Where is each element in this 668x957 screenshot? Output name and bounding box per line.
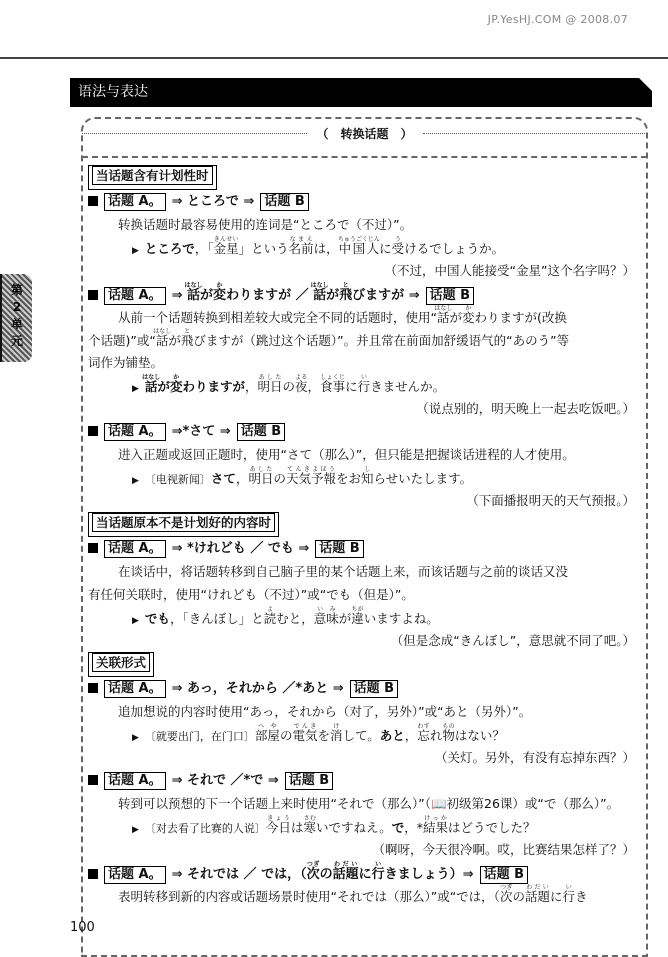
- ruby-word: [332, 861, 359, 882]
- ruby-base: 話題: [332, 867, 359, 882]
- text-segment: に: [379, 241, 392, 256]
- topic-b-box: 话题 B: [285, 772, 333, 790]
- explanation-text: [88, 583, 643, 606]
- topic-b-box: 话题 B: [350, 680, 398, 698]
- topic-b-box: 话题 B: [426, 287, 474, 305]
- ruby-base: 次: [306, 867, 320, 882]
- bullet-square-icon: [88, 775, 98, 785]
- ruby-base: 意味: [313, 611, 339, 626]
- explanation-text: [88, 351, 643, 374]
- text-segment: 进入正题或返回正题时，使用“さて（那么）”，但只能是把握谈话进程的人才使用。: [118, 447, 575, 462]
- text-segment: わりますが: [182, 379, 245, 394]
- ruby-base: 話: [434, 310, 453, 325]
- text-segment: ，: [404, 728, 418, 743]
- bullet-square-icon: [88, 196, 98, 206]
- topic-a-box: 话题 A。: [104, 680, 166, 698]
- unit-label: 第2单元: [10, 283, 23, 348]
- section-heading: [88, 512, 279, 537]
- ruby-word: [142, 374, 161, 394]
- topic-b-box: 话题 B: [237, 423, 285, 441]
- text-segment: して。: [342, 728, 380, 743]
- text-segment: いますよね。: [363, 611, 439, 626]
- topic-a-box: 话题 A。: [104, 540, 166, 558]
- text-segment: わりますが ／: [226, 288, 314, 303]
- ruby-word: [263, 606, 277, 626]
- text-segment: きましょう）⇒: [384, 867, 474, 882]
- ruby-base: 飛: [339, 288, 353, 303]
- furigana: よほう: [311, 466, 336, 473]
- example-sentence: [88, 236, 643, 259]
- text-segment: き: [575, 889, 588, 904]
- ruby-word: [180, 328, 194, 348]
- furigana: い: [371, 861, 385, 868]
- text-segment: 在谈话中，将话题转移到自己脑子里的某个话题上来，而该话题与之前的谈话又没: [118, 564, 569, 579]
- text-segment: ところで: [144, 241, 195, 256]
- furigana: しょくじ: [320, 374, 346, 381]
- text-segment: さて: [210, 471, 236, 486]
- explanation-text: [88, 700, 643, 723]
- furigana: でんき: [292, 723, 318, 730]
- furigana: い: [357, 374, 371, 381]
- text-segment: が: [200, 288, 214, 303]
- triangle-bullet-icon: ▶: [132, 616, 139, 626]
- text-segment: ⇒ あっ，それから ／*あと ⇒: [171, 681, 344, 696]
- ruby-word: [254, 723, 280, 743]
- bullet-square-icon: [88, 543, 98, 553]
- ruby-word: [303, 815, 316, 835]
- text-segment: ，: [235, 471, 249, 486]
- ruby-base: 行: [562, 889, 576, 904]
- ruby-word: [351, 606, 364, 626]
- text-segment: わりますが(改换: [474, 310, 567, 325]
- furigana: と: [180, 328, 194, 335]
- pattern-connector: [171, 282, 420, 303]
- example-sentence: [88, 466, 643, 489]
- pattern-line: [88, 861, 643, 884]
- furigana: ちが: [351, 606, 364, 613]
- topic-b-box: 话题 B: [480, 866, 528, 884]
- furigana: わだい: [524, 884, 550, 891]
- text-segment: 表明转移到新的内容或话题场景时使用“それでは（那么）”或“では，（: [118, 889, 500, 904]
- context-note: 〔电视新闻〕: [144, 473, 211, 486]
- text-segment: が: [449, 310, 463, 325]
- text-segment: 转换话题时最容易使用的连词是“ところで（不过）”。: [118, 217, 413, 232]
- explanation-text: [88, 884, 643, 907]
- furigana: へや: [254, 723, 280, 730]
- ruby-word: [417, 723, 430, 743]
- text-segment: ⇒ それでは ／ では，（: [171, 867, 307, 882]
- text-segment: に: [358, 867, 372, 882]
- furigana: なまえ: [288, 236, 314, 243]
- furigana: つぎ: [306, 861, 320, 868]
- example-sentence: [88, 374, 643, 397]
- ruby-base: 忘: [417, 728, 430, 743]
- ruby-base: 明日: [248, 471, 274, 486]
- translation-text: （啊呀，今天很冷啊。哎，比赛结果怎样了？）: [372, 842, 635, 857]
- ruby-base: 中国人: [337, 241, 380, 256]
- furigana: けっか: [423, 815, 449, 822]
- translation-text: （下面播报明天的天气预报。）: [466, 493, 635, 508]
- translation-text: （关灯。另外，有没有忘掉东西？）: [434, 750, 635, 765]
- furigana: きんせい: [213, 236, 239, 243]
- triangle-bullet-icon: ▶: [132, 733, 139, 743]
- text-segment: ，*: [404, 820, 424, 835]
- ruby-base: 名前: [288, 241, 314, 256]
- furigana: きょう: [265, 815, 291, 822]
- ruby-base: 受: [391, 241, 405, 256]
- section-label: 当话题原本不是计划好的内容时: [92, 513, 275, 532]
- explanation-text: [88, 328, 643, 351]
- text-segment: らせいたします。: [373, 471, 473, 486]
- ruby-word: [442, 723, 455, 743]
- pattern-line: [88, 420, 643, 443]
- ruby-word: [339, 282, 353, 303]
- furigana: ちゅうごくじん: [337, 236, 380, 243]
- section-label: 关联形式: [92, 653, 150, 672]
- furigana: わだい: [332, 861, 359, 868]
- text-segment: ，「きんぼし」と: [169, 611, 264, 626]
- triangle-bullet-icon: ▶: [132, 476, 139, 486]
- page-number: 100: [70, 920, 95, 935]
- furigana: わす: [417, 723, 430, 730]
- ruby-base: 話: [142, 379, 161, 394]
- ruby-base: 行: [357, 379, 371, 394]
- text-segment: の: [282, 379, 296, 394]
- text-segment: ，: [307, 379, 321, 394]
- furigana: よる: [295, 374, 308, 381]
- topic-b-box: 话题 B: [315, 540, 363, 558]
- ruby-base: 電気: [292, 728, 318, 743]
- text-segment: が: [168, 333, 181, 348]
- ruby-word: [310, 282, 329, 303]
- ruby-base: 寒: [303, 820, 316, 835]
- text-segment: ⇒: [171, 288, 188, 303]
- unit-side-tab: [0, 274, 32, 362]
- text-segment: 转到可以预想的下一个话题上来时使用“それで（那么）”（: [118, 796, 431, 811]
- ruby-base: 話: [184, 288, 203, 303]
- ruby-word: [292, 723, 318, 743]
- text-segment: あと: [379, 728, 405, 743]
- ruby-base: 結果: [423, 820, 449, 835]
- text-segment: の: [273, 471, 286, 486]
- translation: [88, 838, 643, 861]
- ruby-base: 知: [361, 471, 374, 486]
- bullet-square-icon: [88, 290, 98, 300]
- pattern-connector: [172, 773, 279, 788]
- furigana: もの: [442, 723, 455, 730]
- topic-a-box: 话题 A。: [104, 193, 166, 211]
- ruby-word: [169, 374, 183, 394]
- text-segment: けるでしょうか。: [404, 241, 505, 256]
- text-segment: の: [319, 867, 333, 882]
- bullet-square-icon: [88, 683, 98, 693]
- ruby-base: 部屋: [254, 728, 280, 743]
- text-segment: ⇒ *けれども ／ でも ⇒: [171, 541, 310, 556]
- ruby-word: [499, 884, 513, 904]
- ruby-word: [285, 466, 311, 486]
- ruby-base: 行: [371, 867, 385, 882]
- ruby-base: 食事: [320, 379, 346, 394]
- pattern-connector: [172, 424, 231, 439]
- triangle-bullet-icon: ▶: [132, 384, 139, 394]
- explanation-text: [88, 443, 643, 466]
- ruby-word: [337, 236, 380, 256]
- context-note: 〔对去看了比赛的人说〕: [144, 822, 266, 835]
- source-watermark: JP.YesHJ.COM @ 2008.07: [487, 13, 628, 26]
- header-rule: [0, 57, 668, 59]
- topic-a-box: 话题 A。: [104, 772, 166, 790]
- text-segment: ⇒ ところで ⇒: [171, 194, 255, 209]
- ruby-word: [524, 884, 550, 904]
- text-segment: でも: [144, 611, 170, 626]
- text-segment: 词作为铺垫。: [88, 355, 164, 370]
- ruby-base: 夜: [295, 379, 308, 394]
- pattern-connector: [171, 861, 474, 882]
- ruby-base: 話: [310, 288, 329, 303]
- ruby-word: [371, 861, 385, 882]
- content: [88, 165, 643, 907]
- translation-text: （说点别的，明天晚上一起去吃饭吧。）: [416, 401, 635, 416]
- furigana: はなし: [434, 305, 453, 312]
- ruby-word: [434, 305, 453, 325]
- ruby-base: 読: [263, 611, 277, 626]
- topic-a-box: 话题 A。: [104, 423, 166, 441]
- corner-fold-icon: [639, 78, 652, 91]
- pattern-line: [88, 537, 643, 560]
- section-heading: [88, 165, 217, 190]
- ruby-word: [357, 374, 371, 394]
- text-segment: はない？: [454, 728, 505, 743]
- text-segment: は: [290, 820, 304, 835]
- furigana: てんき: [285, 466, 311, 473]
- ruby-word: [562, 884, 576, 904]
- translation: [88, 489, 643, 512]
- text-segment: びますが（跳过这个话题）”。并且常在前面加舒缓语气的“あのう”等: [193, 333, 570, 348]
- text-segment: 从前一个话题转换到相差较大或完全不同的话题时，使用“: [118, 310, 437, 325]
- text-segment: の: [279, 728, 293, 743]
- ruby-word: [213, 236, 239, 256]
- text-segment: が: [338, 611, 352, 626]
- section-banner: [70, 78, 652, 107]
- ruby-word: [257, 374, 283, 394]
- triangle-bullet-icon: ▶: [132, 246, 139, 256]
- box-title: （ 转换话题 ）: [316, 126, 413, 141]
- text-segment: が: [326, 288, 340, 303]
- furigana: う: [391, 236, 405, 243]
- topic-a-box: 话题 A。: [104, 866, 166, 884]
- example-sentence: [88, 606, 643, 629]
- ruby-base: 違: [351, 611, 364, 626]
- pattern-line: [88, 677, 643, 700]
- furigana: つぎ: [499, 884, 513, 891]
- pattern-line: [88, 282, 643, 305]
- furigana: はなし: [153, 328, 172, 335]
- ruby-base: 変: [169, 379, 183, 394]
- explanation-text: [88, 792, 643, 815]
- translation: [88, 629, 643, 652]
- ruby-base: 天気: [285, 471, 311, 486]
- ruby-base: 金星: [213, 241, 239, 256]
- ruby-base: 飛: [180, 333, 194, 348]
- text-segment: 有任何关联时，使用“けれども（不过）”或“でも（但是）”。: [88, 587, 414, 602]
- text-segment: の: [512, 889, 525, 904]
- ruby-word: [311, 466, 337, 486]
- ruby-base: 話: [153, 333, 172, 348]
- pattern-connector: [172, 194, 255, 209]
- ruby-base: 今日: [265, 820, 291, 835]
- translation-text: （不过，中国人能接受“金星”这个名字吗？）: [384, 263, 635, 278]
- text-segment: 追加想说的内容时使用“あっ，それから（对了，另外）”或“あと（另外）”。: [118, 704, 532, 719]
- text-segment: いですねえ。: [315, 820, 392, 835]
- bullet-square-icon: [88, 869, 98, 879]
- furigana: か: [169, 374, 183, 381]
- text-segment: に: [549, 889, 563, 904]
- pattern-connector: [172, 541, 310, 556]
- text-segment: 个话题)”或“: [88, 333, 156, 348]
- pattern-line: [88, 190, 643, 213]
- pattern-connector: [172, 681, 344, 696]
- ruby-word: [288, 236, 314, 256]
- furigana: さむ: [303, 815, 316, 822]
- text-segment: ⇒*さて ⇒: [171, 424, 231, 439]
- explanation-text: [88, 560, 643, 583]
- section-banner-title: 语法与表达: [78, 84, 148, 100]
- ruby-word: [391, 236, 405, 256]
- ruby-word: [265, 815, 291, 835]
- text-segment: むと，: [276, 611, 314, 626]
- ruby-word: [423, 815, 449, 835]
- furigana: け: [329, 723, 343, 730]
- furigana: い: [562, 884, 576, 891]
- furigana: と: [339, 282, 353, 289]
- explanation-text: [88, 305, 643, 328]
- box-title-divider: [82, 156, 647, 158]
- text-segment: 」という: [238, 241, 289, 256]
- example-sentence: [88, 723, 643, 746]
- ruby-base: 変: [462, 310, 475, 325]
- ruby-word: [306, 861, 320, 882]
- ruby-word: [248, 466, 274, 486]
- text-segment: を: [317, 728, 330, 743]
- translation: [88, 259, 643, 282]
- furigana: あした: [257, 374, 283, 381]
- ruby-base: 明日: [257, 379, 283, 394]
- section-label: 当话题含有计划性时: [92, 166, 213, 185]
- text-segment: きませんか。: [370, 379, 446, 394]
- text-segment: 初级第26课）或“で（那么）”。: [446, 796, 620, 811]
- ruby-base: 話題: [524, 889, 550, 904]
- ruby-base: 消: [329, 728, 343, 743]
- explanation-text: [88, 213, 643, 236]
- furigana: はなし: [310, 282, 329, 289]
- ruby-word: [153, 328, 172, 348]
- translation-text: （但是念成“きんぼし”，意思就不同了吧。）: [390, 633, 635, 648]
- text-segment: が: [157, 379, 170, 394]
- ruby-base: 物: [442, 728, 455, 743]
- translation: [88, 746, 643, 769]
- box-title-row: [82, 122, 647, 144]
- bullet-square-icon: [88, 426, 98, 436]
- ruby-word: [320, 374, 346, 394]
- furigana: か: [213, 282, 227, 289]
- ruby-word: [462, 305, 475, 325]
- furigana: あした: [248, 466, 274, 473]
- furigana: いみ: [313, 606, 339, 613]
- furigana: か: [462, 305, 475, 312]
- text-segment: びますが ⇒: [352, 288, 420, 303]
- section-heading: [88, 652, 154, 677]
- ruby-base: 予報: [311, 471, 337, 486]
- ruby-word: [361, 466, 374, 486]
- text-segment: ，「: [194, 241, 214, 256]
- text-segment: れ: [429, 728, 443, 743]
- text-segment: はどうでした？: [448, 820, 536, 835]
- ruby-word: [184, 282, 203, 303]
- furigana: よ: [263, 606, 277, 613]
- ruby-word: [329, 723, 343, 743]
- ruby-base: 変: [213, 288, 227, 303]
- ruby-base: 次: [499, 889, 513, 904]
- ruby-word: [313, 606, 339, 626]
- context-note: 〔就要出门，在门口〕: [144, 730, 255, 743]
- topic-b-box: 话题 B: [260, 193, 308, 211]
- furigana: はなし: [184, 282, 203, 289]
- text-segment: をお: [336, 471, 362, 486]
- ruby-word: [213, 282, 227, 303]
- context-note: 📖: [430, 796, 447, 811]
- text-segment: ⇒ それで ／*で ⇒: [171, 773, 279, 788]
- ruby-word: [295, 374, 308, 394]
- text-segment: ，: [244, 379, 258, 394]
- text-segment: は，: [313, 241, 339, 256]
- topic-a-box: 话题 A。: [104, 287, 166, 305]
- text-segment: で: [391, 820, 405, 835]
- furigana: はなし: [142, 374, 161, 381]
- translation: [88, 397, 643, 420]
- triangle-bullet-icon: ▶: [132, 825, 139, 835]
- example-sentence: [88, 815, 643, 838]
- pattern-line: [88, 769, 643, 792]
- furigana: し: [361, 466, 374, 473]
- text-segment: に: [345, 379, 358, 394]
